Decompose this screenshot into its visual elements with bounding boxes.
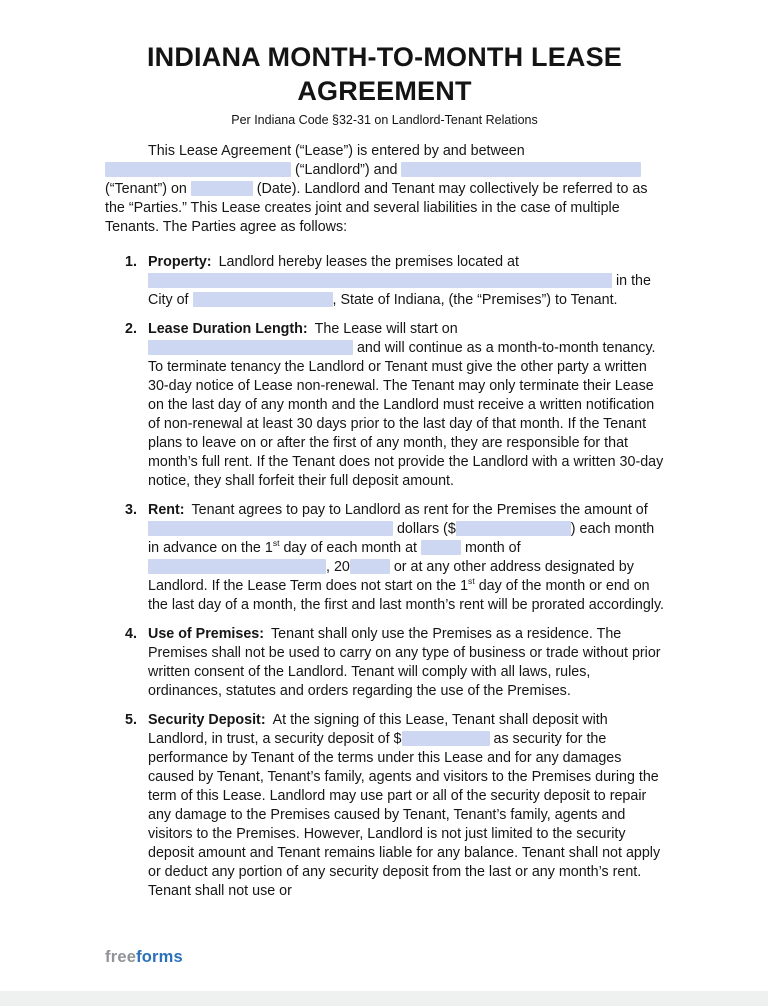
section-number: 2. — [125, 321, 137, 337]
section-text: Landlord hereby leases the premises located at in the City of , State of Indiana, (the “Premises”) to Tenant. — [148, 254, 651, 308]
section-heading: Use of Premises: — [148, 626, 265, 642]
section-5-security-deposit — [105, 711, 664, 901]
blank-field[interactable] — [401, 162, 641, 177]
section-heading: Rent: — [148, 502, 185, 518]
section-heading: Property: — [148, 254, 212, 270]
blank-field[interactable] — [148, 273, 612, 288]
section-number: 4. — [125, 626, 137, 642]
section-text: Tenant agrees to pay to Landlord as rent for the Premises the amount of dollars ($ ) each month in advance on the 1st day of each month at month of , 20 or at any other address designated by Landlord. If the Lease Term does not start on the 1st day of the month or end on the last day of a month, the first and last month’s rent will be prorated accordingly. — [148, 502, 665, 613]
blank-field[interactable] — [350, 559, 390, 574]
brand-forms-text: forms — [136, 948, 183, 966]
intro-paragraph: This Lease Agreement (“Lease”) is entered by and between (“Landlord”) and (“Tenant”) on (Date). Landlord and Tenant may collectively be referred to as the “Parties.” This Lease creates joint and several liabilities in the case of multiple Tenants. The Parties agree as follows: — [105, 143, 648, 235]
section-body — [148, 253, 664, 310]
page-title-line2: AGREEMENT — [297, 76, 472, 106]
blank-field[interactable] — [105, 162, 291, 177]
section-body — [148, 320, 664, 491]
blank-field[interactable] — [148, 559, 326, 574]
page-subtitle: Per Indiana Code §32-31 on Landlord-Tenant Relations — [231, 113, 538, 127]
section-text: The Lease will start on and will continue as a month-to-month tenancy. To terminate tenancy the Landlord or Tenant must give the other party a written 30-day notice of Lease non-renewal. The Tenant may only terminate their Lease on the last day of any month and the Landlord must receive a written notification of non-renewal at least 30 days prior to the last day of that month. If the Tenant plans to leave on or after the first of any month, they are responsible for that month’s full rent. If the Tenant does not provide the Landlord with a written 30-day notice, they shall forfeit their full deposit amount. — [148, 321, 664, 489]
section-heading: Security Deposit: — [148, 712, 266, 728]
freeforms-logo — [105, 948, 183, 967]
section-4-use-of-premises — [105, 625, 664, 701]
section-body — [148, 625, 664, 701]
section-text: At the signing of this Lease, Tenant shall deposit with Landlord, in trust, a security deposit of $ as security for the performance by Tenant of the terms under this Lease and for any damages caused by Tenant, Tenant’s family, agents and visitors to the Premises during the term of this Lease. Landlord may use part or all of the security deposit to repair any damage to the Premises caused by Tenant, Tenant’s family, agents and visitors to the Premises. However, Landlord is not just limited to the security deposit amount and Tenant remains liable for any balance. Tenant shall not apply or deduct any portion of any security deposit from the last or any month’s rent. Tenant shall not use or — [148, 712, 661, 899]
ordinal-suffix: st — [468, 576, 475, 587]
section-1-property — [105, 253, 664, 310]
section-2-lease-duration — [105, 320, 664, 491]
blank-field[interactable] — [148, 340, 353, 355]
blank-field[interactable] — [191, 181, 253, 196]
section-number: 5. — [125, 712, 137, 728]
section-number: 1. — [125, 254, 137, 270]
section-heading: Lease Duration Length: — [148, 321, 308, 337]
section-number: 3. — [125, 502, 137, 518]
viewer-background-strip — [0, 991, 768, 1006]
section-body — [148, 711, 664, 901]
section-text: Tenant shall only use the Premises as a residence. The Premises shall not be used to carry on any type of business or trade without prior written consent of the Landlord. Tenant will comply with all laws, rules, ordinances, statutes and orders regarding the use of the Premises. — [148, 626, 661, 699]
blank-field[interactable] — [456, 521, 571, 536]
ordinal-suffix: st — [272, 538, 280, 549]
blank-field[interactable] — [421, 540, 461, 555]
section-3-rent — [105, 501, 664, 615]
blank-field[interactable] — [193, 292, 333, 307]
blank-field[interactable] — [402, 731, 490, 746]
blank-field[interactable] — [148, 521, 393, 536]
brand-free-text: free — [105, 948, 137, 966]
page-title — [105, 40, 664, 108]
page-title-line1: INDIANA MONTH-TO-MONTH LEASE — [146, 42, 623, 72]
section-body — [148, 501, 664, 615]
